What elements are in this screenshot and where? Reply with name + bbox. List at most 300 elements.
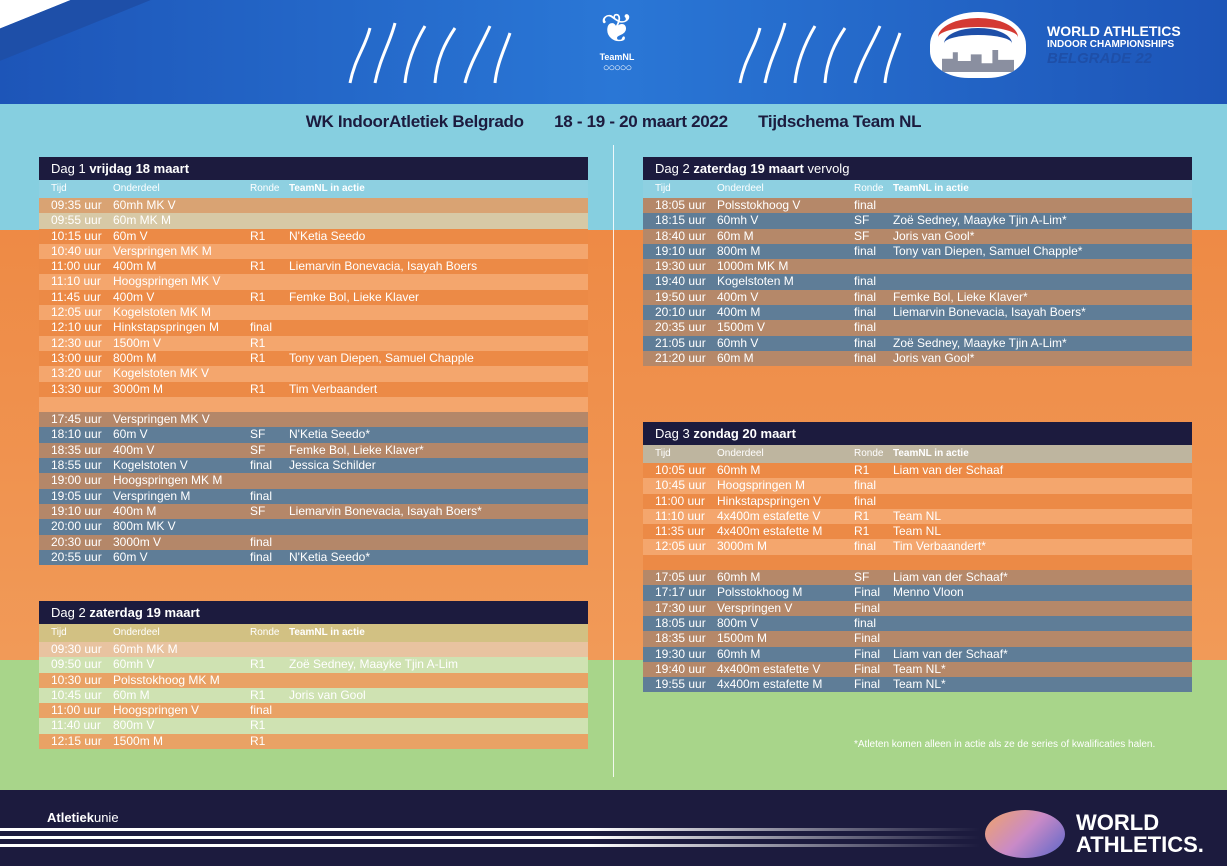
row-team: Liemarvin Bonevacia, Isayah Boers [289, 259, 478, 274]
schedule-row [643, 213, 1192, 228]
row-team: Jessica Schilder [289, 458, 376, 473]
world-athletics-logo [1076, 812, 1204, 856]
row-event: 60mh M [717, 646, 761, 661]
row-team: Liemarvin Bonevacia, Isayah Boers* [289, 503, 482, 518]
row-time: 19:50 uur [655, 289, 706, 304]
column-headers [643, 445, 1192, 463]
row-team: Liam van der Schaaf* [893, 570, 1008, 585]
schedule-row [643, 601, 1192, 616]
row-event: 3000m V [113, 534, 162, 549]
row-event: 60m M [717, 350, 754, 365]
row-event: 1500m M [717, 631, 768, 646]
row-event: 60mh MK M [113, 642, 178, 656]
row-time: 19:10 uur [655, 243, 706, 258]
championship-line2: INDOOR CHAMPIONSHIPS [1047, 39, 1175, 50]
day-label: Dag 2 [51, 605, 86, 620]
row-round: Final [854, 585, 881, 600]
row-event: 1000m MK M [717, 259, 789, 274]
schedule-row [39, 213, 588, 228]
row-time: 20:00 uur [51, 519, 102, 534]
row-time: 17:45 uur [51, 412, 102, 427]
row-time: 11:35 uur [655, 524, 705, 539]
row-team: Femke Bol, Lieke Klaver* [289, 442, 424, 457]
schedule-row [39, 535, 588, 550]
row-round: final [854, 493, 877, 508]
schedule-row [643, 320, 1192, 335]
row-time: 10:30 uur [51, 672, 102, 687]
row-event: 3000m M [113, 381, 164, 396]
schedule-row [39, 473, 588, 488]
atletiekunie-logo-rest: unie [93, 810, 119, 825]
footnote: *Atleten komen alleen in actie als ze de series of kwalificaties halen. [854, 739, 1156, 750]
row-time: 20:35 uur [655, 320, 706, 335]
row-event: Hoogspringen MK V [113, 274, 221, 289]
row-round: R1 [250, 381, 266, 396]
row-time: 20:55 uur [51, 549, 102, 564]
row-time: 12:15 uur [51, 733, 102, 748]
row-round: R1 [250, 687, 266, 702]
schedule-row [39, 734, 588, 749]
row-time: 17:05 uur [655, 570, 706, 585]
row-team: Team NL [893, 524, 942, 539]
col-event: Onderdeel [717, 183, 764, 194]
row-time: 21:05 uur [655, 335, 706, 350]
row-team: Joris van Gool* [893, 228, 975, 243]
row-team: Tim Verbaandert [289, 381, 378, 396]
row-round: final [854, 478, 877, 493]
row-time: 19:55 uur [655, 677, 706, 692]
schedule-row [643, 478, 1192, 493]
col-event: Onderdeel [113, 627, 160, 638]
row-event: Hoogspringen V [113, 703, 200, 718]
row-event: 1500m M [113, 733, 164, 748]
row-time: 13:20 uur [51, 366, 102, 381]
belgrade-badge-icon [930, 12, 1026, 78]
col-team: TeamNL in actie [893, 183, 969, 194]
row-round: R1 [854, 508, 870, 523]
schedule-row [39, 718, 588, 733]
row-event: 400m M [113, 259, 157, 274]
row-round: R1 [250, 335, 266, 350]
row-time: 18:05 uur [655, 615, 706, 630]
schedule-row [39, 657, 588, 672]
row-time: 09:30 uur [51, 642, 102, 656]
row-round: final [250, 534, 273, 549]
row-time: 11:00 uur [51, 703, 101, 718]
row-time: 18:10 uur [51, 427, 102, 442]
row-team: N'Ketia Seedo [289, 228, 366, 243]
schedule-row [643, 229, 1192, 244]
world-athletics-globe-icon [985, 810, 1065, 858]
panel-header [643, 157, 1192, 180]
row-event: Kogelstoten MK M [113, 305, 212, 320]
col-round: Ronde [250, 183, 280, 194]
column-headers [39, 624, 588, 642]
schedule-row [39, 351, 588, 366]
schedule-row [643, 555, 1192, 570]
row-time: 11:00 uur [51, 259, 101, 274]
row-round: R1 [250, 733, 266, 748]
row-team: Tony van Diepen, Samuel Chapple* [893, 243, 1083, 258]
day-label: Dag 2 [655, 161, 690, 176]
row-time: 19:30 uur [655, 259, 706, 274]
row-team: Zoë Sedney, Maayke Tjin A-Lim* [893, 213, 1067, 228]
row-round: R1 [854, 463, 870, 477]
col-team: TeamNL in actie [289, 183, 365, 194]
schedule-row [643, 509, 1192, 524]
schedule-row [643, 351, 1192, 366]
row-round: Final [854, 661, 881, 676]
schedule-row [39, 550, 588, 565]
day-date: vrijdag 18 maart [89, 161, 190, 176]
row-team: Joris van Gool [289, 687, 366, 702]
schedule-row [39, 673, 588, 688]
row-round: R1 [250, 289, 266, 304]
row-time: 09:55 uur [51, 213, 102, 228]
olympic-rings-icon: ○○○○○ [602, 62, 632, 74]
schedule-row [39, 703, 588, 718]
row-round: SF [854, 228, 870, 243]
panel-day2-continued [643, 157, 1192, 366]
row-time: 11:10 uur [655, 508, 705, 523]
row-round: final [854, 350, 877, 365]
schedule-row [643, 198, 1192, 213]
row-round: SF [250, 442, 266, 457]
row-team: Zoë Sedney, Maayke Tjin A-Lim [289, 657, 458, 672]
col-round: Ronde [854, 183, 884, 194]
row-time: 18:35 uur [51, 442, 102, 457]
day-date: zaterdag 19 maart [89, 605, 200, 620]
schedule-row [39, 259, 588, 274]
row-round: R1 [250, 657, 266, 672]
schedule-row [39, 427, 588, 442]
row-event: 400m V [717, 289, 759, 304]
row-event: 60mh M [717, 570, 761, 585]
col-event: Onderdeel [717, 448, 764, 459]
schedule-row [643, 631, 1192, 646]
schedule-row [39, 382, 588, 397]
panel-header [643, 422, 1192, 445]
world-athletics-line2: ATHLETICS. [1076, 832, 1204, 857]
row-round: final [854, 198, 877, 212]
row-time: 09:50 uur [51, 657, 102, 672]
championship-title [1047, 24, 1181, 66]
col-round: Ronde [250, 627, 280, 638]
schedule-row [643, 616, 1192, 631]
row-event: 3000m M [717, 539, 768, 554]
row-round: R1 [250, 228, 266, 243]
panel-day1 [39, 157, 588, 565]
row-event: Verspringen V [717, 600, 793, 615]
row-round: final [854, 320, 877, 335]
row-time: 13:00 uur [51, 350, 102, 365]
schedule-row [39, 458, 588, 473]
schedule-row [39, 504, 588, 519]
teamnl-logo-label: TeamNL [599, 52, 635, 62]
row-event: 400m M [113, 503, 157, 518]
column-divider [613, 145, 614, 777]
cheering-hands-right-icon [735, 18, 905, 88]
schedule-row [643, 305, 1192, 320]
row-event: 4x400m estafette V [717, 508, 821, 523]
row-team: Team NL [893, 508, 942, 523]
schedule-row [643, 570, 1192, 585]
row-time: 21:20 uur [655, 350, 706, 365]
row-event: 60m V [113, 549, 148, 564]
row-time: 18:55 uur [51, 458, 102, 473]
schedule-row [39, 244, 588, 259]
row-round: final [854, 615, 877, 630]
row-event: 60m V [113, 228, 148, 243]
row-round: R1 [250, 350, 266, 365]
row-event: 4x400m estafette M [717, 524, 823, 539]
row-round: final [250, 458, 273, 473]
row-time: 19:40 uur [655, 274, 706, 289]
row-event: 400m V [113, 442, 155, 457]
row-time: 19:00 uur [51, 473, 102, 488]
row-event: 800m V [113, 718, 155, 733]
row-event: 60mh V [717, 213, 759, 228]
row-time: 10:45 uur [51, 687, 102, 702]
schedule-row [39, 412, 588, 427]
row-round: SF [250, 503, 266, 518]
row-round: R1 [854, 524, 870, 539]
day-date: zondag 20 maart [693, 426, 796, 441]
row-round: final [854, 305, 877, 320]
col-event: Onderdeel [113, 183, 160, 194]
row-event: 800m MK V [113, 519, 176, 534]
row-event: Verspringen MK V [113, 412, 210, 427]
schedule-row [39, 397, 588, 412]
row-event: Polsstokhoog M [717, 585, 803, 600]
row-event: Kogelstoten M [717, 274, 794, 289]
row-round: R1 [250, 718, 266, 733]
row-round: final [854, 274, 877, 289]
row-event: 800m M [113, 350, 157, 365]
row-round: Final [854, 631, 881, 646]
row-team: Tony van Diepen, Samuel Chapple [289, 350, 474, 365]
row-time: 12:05 uur [655, 539, 706, 554]
row-time: 18:05 uur [655, 198, 706, 212]
schedule-row [39, 274, 588, 289]
day-label: Dag 1 [51, 161, 86, 176]
teamnl-logo [585, 6, 649, 88]
row-round: final [854, 539, 877, 554]
event-dates: 18 - 19 - 20 maart 2022 [554, 112, 728, 131]
row-time: 19:40 uur [655, 661, 706, 676]
row-time: 12:30 uur [51, 335, 102, 350]
panel-day3 [643, 422, 1192, 692]
row-team: Team NL* [893, 661, 946, 676]
col-time: Tijd [51, 627, 67, 638]
row-time: 10:45 uur [655, 478, 706, 493]
world-athletics-line1: WORLD [1076, 810, 1160, 835]
row-time: 17:30 uur [655, 600, 706, 615]
atletiekunie-logo [47, 810, 119, 825]
row-round: Final [854, 600, 881, 615]
schedule-row [643, 585, 1192, 600]
row-event: Polsstokhoog MK M [113, 672, 220, 687]
schedule-row [643, 290, 1192, 305]
row-time: 11:40 uur [51, 718, 101, 733]
schedule-row [39, 336, 588, 351]
championship-line3: BELGRADE 22 [1047, 50, 1153, 67]
row-time: 19:10 uur [51, 503, 102, 518]
row-round: Final [854, 646, 881, 661]
tulip-icon: ❦ [600, 7, 634, 51]
column-headers [39, 180, 588, 198]
row-event: Kogelstoten MK V [113, 366, 210, 381]
schedule-row [643, 463, 1192, 478]
row-time: 10:15 uur [51, 228, 102, 243]
row-time: 10:05 uur [655, 463, 706, 477]
row-round: final [854, 289, 877, 304]
row-round: final [250, 703, 273, 718]
row-time: 20:10 uur [655, 305, 706, 320]
row-team: Liemarvin Bonevacia, Isayah Boers* [893, 305, 1086, 320]
row-event: 60m M [113, 687, 150, 702]
schedule-row [643, 647, 1192, 662]
row-event: 800m V [717, 615, 759, 630]
schedule-row [39, 198, 588, 213]
row-team: Liam van der Schaaf [893, 463, 1004, 477]
row-event: 1500m V [717, 320, 766, 335]
schedule-row [643, 524, 1192, 539]
row-round: final [854, 243, 877, 258]
panel-header [39, 601, 588, 624]
row-time: 12:10 uur [51, 320, 102, 335]
col-team: TeamNL in actie [289, 627, 365, 638]
row-event: 60mh V [717, 335, 759, 350]
schedule-row [39, 519, 588, 534]
atletiekunie-logo-bold: Atletiek [47, 810, 94, 825]
row-event: Verspringen MK M [113, 243, 212, 258]
footer-stripes [0, 828, 980, 858]
schedule-row [39, 642, 588, 657]
row-event: Kogelstoten V [113, 458, 188, 473]
page-title [0, 112, 1227, 132]
schedule-row [39, 290, 588, 305]
row-round: Final [854, 677, 881, 692]
day-date: zaterdag 19 maart [693, 161, 804, 176]
schedule-row [643, 677, 1192, 692]
schedule-row [643, 539, 1192, 554]
panel-day2 [39, 601, 588, 749]
row-event: 60m M [717, 228, 754, 243]
row-time: 11:45 uur [51, 289, 101, 304]
row-time: 13:30 uur [51, 381, 102, 396]
col-time: Tijd [655, 183, 671, 194]
row-event: 60m V [113, 427, 148, 442]
row-team: Team NL* [893, 677, 946, 692]
schedule-row [643, 336, 1192, 351]
row-time: 09:35 uur [51, 198, 102, 212]
row-team: N'Ketia Seedo* [289, 549, 371, 564]
col-round: Ronde [854, 448, 884, 459]
row-round: final [250, 549, 273, 564]
col-time: Tijd [655, 448, 671, 459]
row-team: Joris van Gool* [893, 350, 975, 365]
schedule-row [643, 274, 1192, 289]
schedule-row [39, 305, 588, 320]
schedule-row [39, 443, 588, 458]
schedule-row [39, 688, 588, 703]
row-time: 17:17 uur [655, 585, 706, 600]
championship-line1: WORLD ATHLETICS [1047, 23, 1181, 39]
row-event: 60m MK M [113, 213, 172, 228]
row-event: Hinkstapspringen M [113, 320, 220, 335]
row-team: Tim Verbaandert* [893, 539, 986, 554]
row-round: SF [854, 570, 870, 585]
schedule-title: Tijdschema Team NL [758, 112, 922, 131]
col-team: TeamNL in actie [893, 448, 969, 459]
row-round: final [250, 488, 273, 503]
row-event: 1500m V [113, 335, 162, 350]
row-time: 18:35 uur [655, 631, 706, 646]
row-event: 400m M [717, 305, 761, 320]
row-event: Verspringen M [113, 488, 191, 503]
row-round: final [250, 320, 273, 335]
row-team: Femke Bol, Lieke Klaver [289, 289, 420, 304]
schedule-row [39, 489, 588, 504]
row-time: 20:30 uur [51, 534, 102, 549]
row-time: 10:40 uur [51, 243, 102, 258]
panel-header [39, 157, 588, 180]
col-time: Tijd [51, 183, 67, 194]
row-round: final [854, 335, 877, 350]
row-event: 400m V [113, 289, 155, 304]
schedule-row [39, 320, 588, 335]
row-team: Femke Bol, Lieke Klaver* [893, 289, 1028, 304]
row-team: N'Ketia Seedo* [289, 427, 371, 442]
row-time: 11:00 uur [655, 493, 705, 508]
column-headers [643, 180, 1192, 198]
schedule-row [643, 662, 1192, 677]
row-event: Hoogspringen M [717, 478, 806, 493]
schedule-row [643, 494, 1192, 509]
row-round: SF [250, 427, 266, 442]
event-title: WK IndoorAtletiek Belgrado [305, 112, 524, 131]
row-team: Zoë Sedney, Maayke Tjin A-Lim* [893, 335, 1067, 350]
row-event: Hoogspringen MK M [113, 473, 223, 488]
row-time: 19:05 uur [51, 488, 102, 503]
row-event: 800m M [717, 243, 761, 258]
row-time: 18:40 uur [655, 228, 706, 243]
cheering-hands-left-icon [345, 18, 515, 88]
row-round: SF [854, 213, 870, 228]
row-event: Hinkstapspringen V [717, 493, 822, 508]
row-event: Polsstokhoog V [717, 198, 801, 212]
schedule-row [39, 229, 588, 244]
row-event: 4x400m estafette M [717, 677, 823, 692]
row-time: 19:30 uur [655, 646, 706, 661]
row-time: 18:15 uur [655, 213, 706, 228]
row-round: R1 [250, 259, 266, 274]
row-team: Liam van der Schaaf* [893, 646, 1008, 661]
schedule-row [643, 244, 1192, 259]
row-event: 4x400m estafette V [717, 661, 821, 676]
row-time: 11:10 uur [51, 274, 101, 289]
schedule-row [39, 366, 588, 381]
row-event: 60mh M [717, 463, 761, 477]
schedule-row [643, 259, 1192, 274]
row-event: 60mh MK V [113, 198, 176, 212]
day-label: Dag 3 [655, 426, 690, 441]
day-suffix: vervolg [807, 161, 850, 176]
row-event: 60mh V [113, 657, 155, 672]
row-team: Menno Vloon [893, 585, 964, 600]
row-time: 12:05 uur [51, 305, 102, 320]
